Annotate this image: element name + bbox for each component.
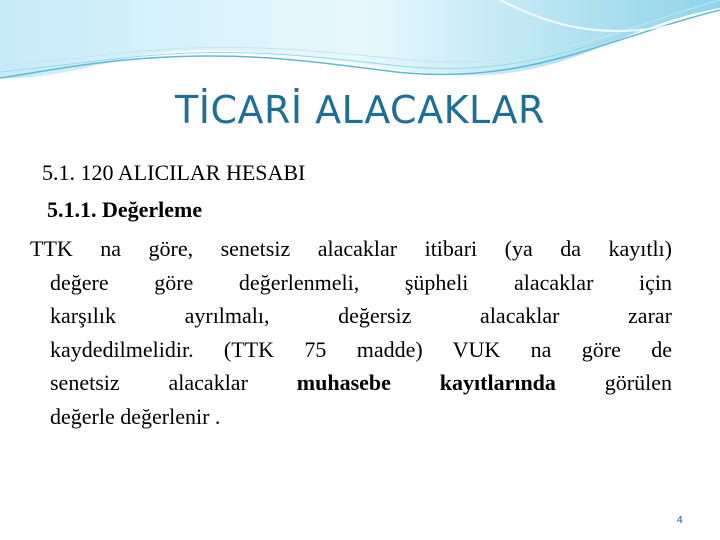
page-number: 4 xyxy=(676,515,683,526)
paragraph-line: TTK na göre, senetsiz alacaklar itibari (ya da kayıtlı) xyxy=(30,236,672,261)
paragraph-line: değerle değerlenir . xyxy=(50,403,221,429)
paragraph-line xyxy=(50,366,672,400)
paragraph-line: kaydedilmelidir. (TTK 75 madde) VUK na göre de xyxy=(50,336,672,362)
decorative-wave-banner xyxy=(0,0,720,95)
paragraph-bold-text: muhasebe kayıtlarında xyxy=(296,370,556,395)
paragraph-text: senetsiz alacaklar xyxy=(50,370,297,395)
subsection-heading-text: 5.1.1. Değerleme xyxy=(47,197,203,222)
body-paragraph xyxy=(30,232,673,433)
paragraph-line: karşılık ayrılmalı, değersiz alacaklar zarar xyxy=(50,303,672,328)
section-heading: 5.1. 120 ALICILAR HESABI xyxy=(42,160,306,185)
slide-title: TİCARİ ALACAKLAR xyxy=(175,88,545,132)
paragraph-text: görülen xyxy=(555,370,673,395)
subsection-heading xyxy=(47,197,202,223)
paragraph-line: değere göre değerlenmeli, şüpheli alacaklar için xyxy=(50,269,672,295)
